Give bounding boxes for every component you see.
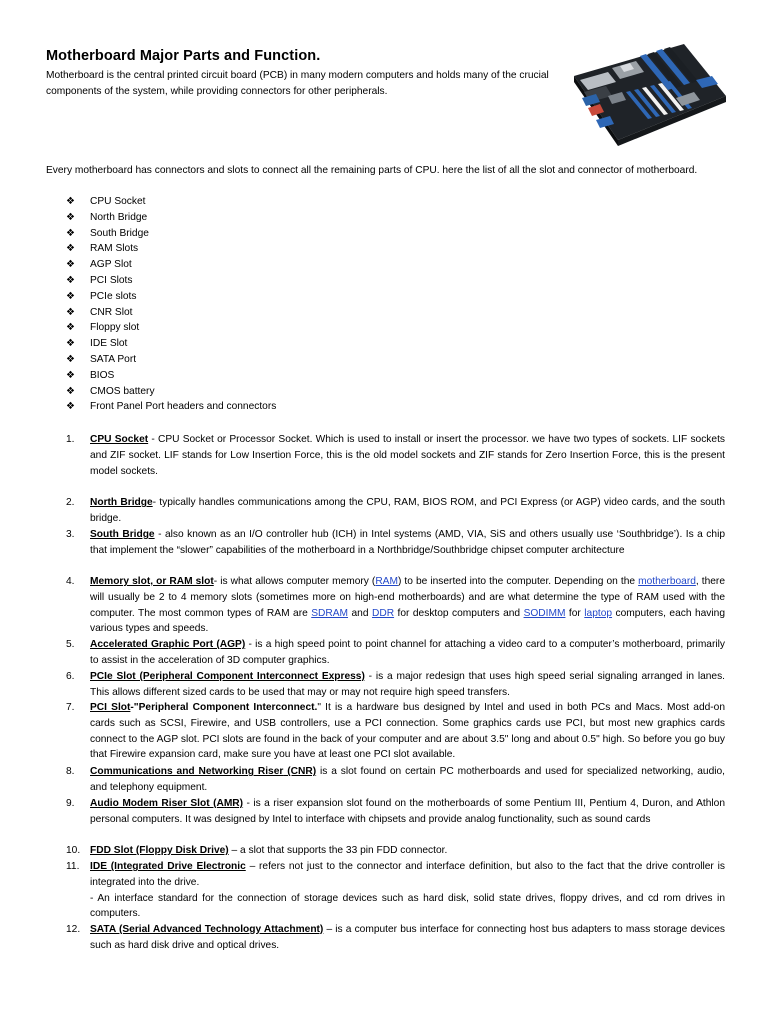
list-item-label: CPU Socket [90, 196, 146, 207]
item-number: 3. [66, 529, 75, 540]
four-diamond-bullet-icon: ❖ [66, 401, 75, 413]
item-text: - An interface standard for the connection of storage devices such as hard disk, solid state drives, floppy drives, and cd rom drives in computers. [90, 892, 725, 920]
list-item-label: Floppy slot [90, 322, 140, 334]
list-item [66, 368, 276, 384]
list-item [66, 574, 725, 637]
term-label: Memory slot, or RAM slot [90, 576, 214, 587]
item-number: 11. [66, 861, 80, 872]
term-label: (CNR) [283, 766, 317, 777]
term-label: SATA (Serial Advanced Technology Attachment) [90, 924, 324, 935]
term-label: PCI Slot [90, 702, 131, 713]
list-item [66, 796, 725, 828]
item-text: for desktop computers and [394, 607, 524, 619]
four-diamond-bullet-icon: ❖ [66, 322, 75, 334]
page-title: Motherboard Major Parts and Function. [46, 48, 321, 64]
list-item-label: PCI Slots [90, 274, 133, 286]
list-item [66, 700, 725, 763]
term-label: Accelerated Graphic Port (AGP) [90, 639, 246, 650]
item-number: 12. [66, 924, 81, 935]
list-item-label: BIOS [90, 369, 115, 381]
four-diamond-bullet-icon: ❖ [66, 259, 75, 271]
four-diamond-bullet-icon: ❖ [66, 243, 75, 255]
term-label: South Bridge [90, 529, 155, 540]
item-text: - is a major redesign that uses high speed serial signaling arranged in lanes. This allows different sized cards to be used that may or may not require high speed transfers. [90, 671, 725, 698]
list-item-label: North Bridge [90, 211, 148, 223]
list-item-label: SATA Port [90, 353, 137, 365]
list-item [66, 226, 276, 242]
item-number: 1. [66, 434, 75, 445]
lead-paragraph: Every motherboard has connectors and slots to connect all the remaining parts of CPU. here the list of all the slot and connector of motherboard. [46, 165, 698, 176]
list-item-label: CMOS battery [90, 385, 155, 397]
term-label: IDE (Integrated Drive Electronic [90, 861, 246, 872]
term-label: North Bridge [90, 497, 153, 508]
four-diamond-bullet-icon: ❖ [66, 338, 75, 350]
item-text: – is a computer bus interface for connecting host bus adapters to mass storage devices such as hard disk drive and optical drives. [90, 924, 725, 951]
list-item-label: CNR Slot [90, 306, 133, 318]
list-item [66, 305, 276, 321]
item-number: 2. [66, 497, 75, 508]
item-number: 7. [66, 702, 75, 713]
item-text: - CPU Socket or Processor Socket. Which is used to install or insert the processor. we have two types of sockets. LIF sockets and ZIF socket. LIF stands for Low Insertion Force, this is the old model sockets and ZIF stands for Zero Insertion Force, this is the present model sockets. [90, 434, 725, 477]
four-diamond-bullet-icon: ❖ [66, 353, 75, 365]
item-number: 9. [66, 798, 75, 809]
list-item [66, 527, 725, 559]
item-text: – refers not just to the connector and interface definition, but also to the fact that the drive controller is integrated into the drive. [90, 861, 725, 888]
list-item [66, 320, 276, 336]
term-label: -"Peripheral Component Interconnect. [130, 702, 318, 713]
list-item-label: Front Panel Port headers and connectors [90, 401, 277, 413]
item-text: " It is a hardware bus designed by Intel and used in both PCs and Macs. Most add-on cards such as SCSI, Firewire, and USB controllers, use a PCI connection. Some graphics cards use PCI, but most new graphics cards connect to the AGP slot. PCI slots are found in the back of your computer and are about 3.5" long and about 0.5" high. So before you go buy that Firewire expansion card, make sure you have at least one PCI slot available. [90, 702, 725, 761]
item-number: 6. [66, 671, 75, 682]
item-text: - is what allows computer memory ( [213, 576, 376, 587]
term-label: PCIe Slot (Peripheral Component Interconnect Express) [90, 671, 365, 682]
motherboard-link[interactable]: motherboard [638, 576, 696, 587]
term-label: FDD Slot (Floppy Disk Drive) [90, 845, 229, 856]
item-text: ) to be inserted into the computer. Depending on the [397, 576, 639, 587]
four-diamond-bullet-icon: ❖ [66, 306, 75, 318]
item-text: - typically handles communications among the CPU, RAM, BIOS ROM, and PCI Express (or AGP) video cards, and the south bridge. [90, 497, 725, 524]
item-text: - is a high speed point to point channel for attaching a video card to a computer’s motherboard, primarily to assist in the acceleration of 3D computer graphics. [90, 639, 725, 666]
list-item [66, 241, 276, 257]
item-number: 5. [66, 639, 75, 650]
list-item [66, 289, 276, 305]
ddr-link[interactable]: DDR [371, 607, 395, 619]
list-item [66, 637, 725, 669]
item-number: 8. [66, 766, 75, 777]
motherboard-photo [566, 36, 732, 156]
list-item [66, 922, 725, 954]
four-diamond-bullet-icon: ❖ [66, 369, 75, 381]
list-item [66, 843, 725, 859]
item-text: and [348, 607, 372, 619]
sdram-link[interactable]: SDRAM [311, 607, 349, 619]
four-diamond-bullet-icon: ❖ [66, 385, 75, 397]
parts-bullet-list [66, 194, 276, 415]
list-item [66, 273, 276, 289]
laptop-link[interactable]: laptop [584, 607, 613, 619]
term-label: Communications and Networking Riser [90, 766, 284, 777]
four-diamond-bullet-icon: ❖ [66, 290, 75, 302]
list-item-label: IDE Slot [90, 338, 128, 350]
four-diamond-bullet-icon: ❖ [66, 274, 75, 286]
item-text: - also known as an I/O controller hub (ICH) in Intel systems (AMD, VIA, SiS and others usually use ‘Southbridge’). Is a chip that implement the “slower” capabilities of the motherboard in a Northbridge/Southbridge chipset computer architecture [90, 529, 725, 556]
list-item [66, 210, 276, 226]
term-label: Audio Modem Riser Slot (AMR) [90, 798, 244, 809]
ram-link[interactable]: RAM [375, 576, 398, 587]
four-diamond-bullet-icon: ❖ [66, 211, 75, 223]
item-text: – a slot that supports the 33 pin FDD connector. [228, 845, 448, 856]
list-item [66, 384, 276, 400]
four-diamond-bullet-icon: ❖ [66, 227, 75, 239]
list-item-label: South Bridge [90, 227, 149, 239]
list-item-label: PCIe slots [90, 290, 137, 302]
item-text: , there will usually be 2 to 4 memory slots (sometimes more on high-end motherboards) and are what determine the type of RAM used with the computer. The most common types of RAM are [90, 576, 725, 619]
list-item [66, 257, 276, 273]
list-item [66, 194, 276, 210]
four-diamond-bullet-icon: ❖ [66, 196, 75, 207]
list-item [66, 352, 276, 368]
list-item-label: RAM Slots [90, 243, 139, 255]
list-item [66, 764, 725, 796]
list-item [66, 495, 725, 527]
item-text: for [565, 607, 585, 619]
item-text: computers, each having various types and speeds. [90, 607, 725, 635]
term-label: CPU Socket [90, 434, 149, 445]
sodimm-link[interactable]: SODIMM [523, 607, 566, 619]
item-number: 10. [66, 845, 81, 856]
list-item [66, 399, 276, 415]
list-item [66, 859, 725, 922]
intro-paragraph: Motherboard is the central printed circuit board (PCB) in many modern computers and holds many of the crucial components of the system, while providing connectors for other peripherals. [46, 70, 549, 97]
list-item [66, 669, 725, 701]
item-number: 4. [66, 576, 75, 587]
list-item [66, 336, 276, 352]
item-text: - is a riser expansion slot found on the motherboards of some Pentium III, Pentium 4, Duron, and Athlon personal computers. It was designed by Intel to interface with chipsets and provide analog functionality, such as sound cards [90, 798, 726, 825]
item-text: is a slot found on certain PC motherboards and used for specialized networking, audio, and telephony equipment. [90, 766, 725, 793]
list-item-label: AGP Slot [90, 259, 132, 271]
list-item [66, 432, 725, 479]
